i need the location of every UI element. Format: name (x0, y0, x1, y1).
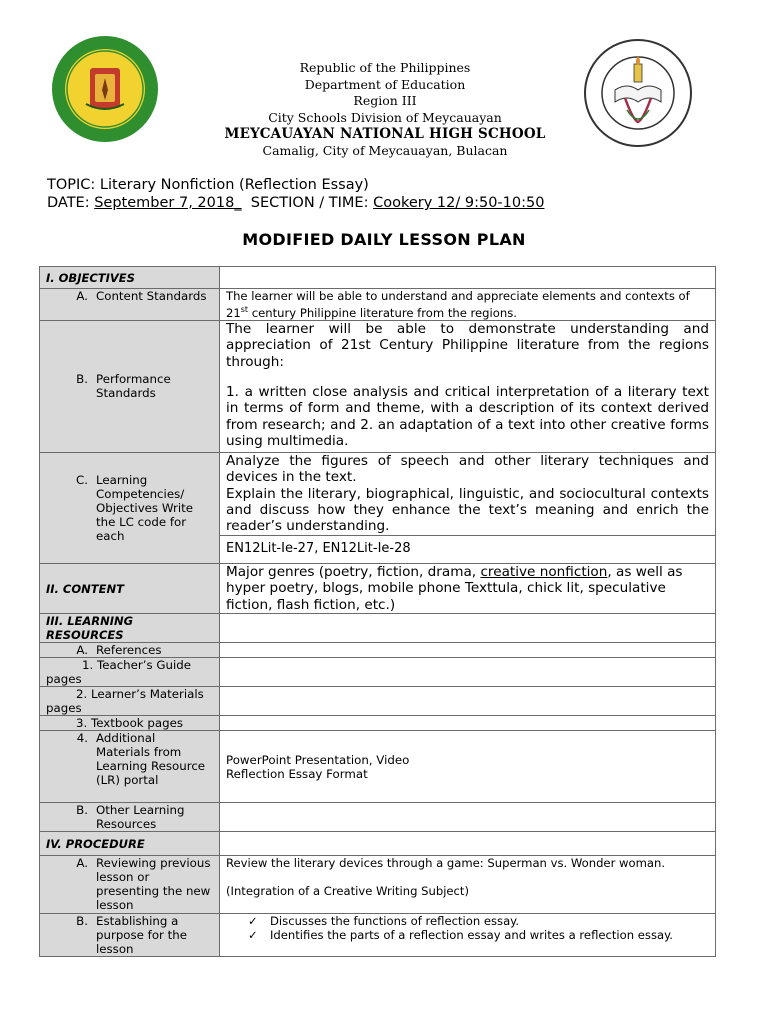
item-number: 4. (76, 731, 88, 746)
content-label-cell (40, 563, 220, 613)
textbook-label-cell (40, 716, 220, 731)
item-letter: B. (76, 372, 88, 387)
objectives-label: I. OBJECTIVES (46, 270, 135, 285)
objectives-row (40, 267, 716, 289)
performance-standards-p2: 1. a written close analysis and critical interpretation of a literary text in terms of form and theme, with a description of its context derived from research; and 2. an adaptation of a text into other creative forms using multimedia. (226, 384, 709, 450)
content-row (40, 563, 716, 613)
letterhead (200, 60, 570, 159)
topic-value: Literary Nonfiction (Reflection Essay) (99, 177, 369, 193)
deped-division-seal (50, 34, 160, 144)
content-text: Major genres (poetry, fiction, drama, creative nonfiction, as well as hyper poetry, blogs, mobile phone Texttula, chick lit, speculative fiction, flash fiction, etc.) (220, 563, 716, 613)
other-resources-row (40, 803, 716, 832)
teachers-guide-label: 1. Teacher’s Guide pages (46, 658, 192, 687)
republic-line: Republic of the Philippines (299, 60, 471, 75)
additional-materials-label-cell (40, 731, 220, 803)
section-label: SECTION / TIME: (250, 195, 369, 211)
lc-codes: EN12Lit-Ie-27, EN12Lit-Ie-28 (220, 535, 716, 563)
textbook-row (40, 716, 716, 731)
establishing-text (220, 914, 716, 957)
content-label: II. CONTENT (46, 581, 124, 596)
lesson-plan-table (39, 266, 716, 957)
performance-standards-row (40, 320, 716, 452)
references-label-cell (40, 643, 220, 658)
school-name: MEYCAUAYAN NATIONAL HIGH SCHOOL (224, 126, 546, 142)
purpose-item: ✓ Discusses the functions of reflection essay. (248, 914, 520, 929)
document-title: MODIFIED DAILY LESSON PLAN (242, 230, 526, 249)
learning-resources-value-cell (220, 614, 716, 643)
learning-resources-label-cell (40, 614, 220, 643)
performance-standards-label-cell (40, 320, 220, 452)
learning-resources-label: III. LEARNING RESOURCES (46, 614, 134, 643)
textbook-label: 3. Textbook pages (76, 716, 183, 731)
topic-label: TOPIC: (47, 177, 96, 193)
establishing-label-cell (40, 914, 220, 957)
reviewing-label: Reviewing previous lesson or presenting the new lesson (96, 856, 211, 913)
date-label: DATE: (47, 195, 90, 211)
objectives-label-cell (40, 267, 220, 289)
reviewing-description: Review the literary devices through a game: Superman vs. Wonder woman. (226, 856, 666, 871)
learning-competencies-label-cell (40, 452, 220, 563)
school-seal (583, 38, 693, 148)
procedure-value-cell (220, 832, 716, 856)
learning-competencies-p1: Analyze the figures of speech and other literary techniques and devices in the text. (226, 452, 709, 486)
other-resources-value-cell (220, 803, 716, 832)
item-letter: A. (76, 289, 88, 303)
teachers-guide-label-cell (40, 658, 220, 687)
additional-materials-label: Additional Materials from Learning Resource (LR) portal (96, 731, 206, 788)
item-letter: A. (76, 643, 88, 658)
division-line: City Schools Division of Meycauayan (268, 109, 502, 125)
textbook-value-cell (220, 716, 716, 731)
references-value-cell (220, 643, 716, 658)
item-letter: C. (76, 472, 88, 487)
establishing-row (40, 914, 716, 957)
procedure-label-cell (40, 832, 220, 856)
learning-competencies-row (40, 452, 716, 535)
check-icon: ✓ (248, 928, 258, 943)
topic-line (47, 176, 544, 194)
content-standards-label: Content Standards (96, 289, 207, 303)
additional-materials-row (40, 731, 716, 803)
teachers-guide-row (40, 658, 716, 687)
reviewing-text (220, 856, 716, 914)
reviewing-note: (Integration of a Creative Writing Subject) (226, 884, 469, 899)
department-line: Department of Education (304, 76, 466, 92)
item-letter: B. (76, 914, 88, 929)
additional-materials-line2: Reflection Essay Format (226, 766, 368, 781)
additional-materials-line1: PowerPoint Presentation, Video (226, 752, 410, 767)
school-address: Camalig, City of Meycauayan, Bulacan (262, 142, 508, 158)
check-icon: ✓ (248, 914, 258, 929)
purpose-item: ✓ Identifies the parts of a reflection essay and writes a reflection essay. (248, 928, 673, 943)
learners-materials-row (40, 687, 716, 716)
reviewing-row (40, 856, 716, 914)
content-standards-label-cell (40, 289, 220, 321)
teachers-guide-value-cell (220, 658, 716, 687)
procedure-label: IV. PROCEDURE (46, 836, 145, 851)
topic-block (47, 176, 544, 212)
learning-competencies-label: Learning Competencies/ Objectives Write the LC code for each (96, 472, 193, 543)
references-row (40, 643, 716, 658)
section-value: Cookery 12/ 9:50-10:50 (373, 195, 545, 211)
other-resources-label: Other Learning Resources (96, 803, 185, 832)
learners-materials-label-cell (40, 687, 220, 716)
objectives-value-cell (220, 267, 716, 289)
references-label: References (96, 643, 162, 658)
item-letter: B. (76, 803, 88, 818)
performance-standards-p1: The learner will be able to demonstrate understanding and appreciation of 21st Century Philippine literature from the regions through: (226, 320, 709, 370)
item-letter: A. (76, 856, 88, 871)
other-resources-label-cell (40, 803, 220, 832)
learners-materials-value-cell (220, 687, 716, 716)
procedure-row (40, 832, 716, 856)
date-value: September 7, 2018_ (94, 195, 242, 211)
performance-standards-label: Performance Standards (96, 372, 171, 401)
learning-competencies-p2: Explain the literary, biographical, linguistic, and sociocultural contexts and discuss how they enhance the text’s meaning and enrich the reader’s understanding. (226, 485, 709, 535)
additional-materials-text (220, 731, 716, 803)
region-line: Region III (353, 93, 417, 108)
learning-resources-row (40, 614, 716, 643)
learners-materials-label: 2. Learner’s Materials pages (46, 687, 204, 716)
content-standards-row (40, 289, 716, 321)
content-standards-text: The learner will be able to understand and appreciate elements and contexts of 21st century Philippine literature from the regions. (220, 289, 716, 321)
performance-standards-text (220, 320, 716, 452)
date-section-line (47, 194, 544, 212)
establishing-label: Establishing a purpose for the lesson (96, 914, 188, 957)
learning-competencies-text (220, 452, 716, 535)
reviewing-label-cell (40, 856, 220, 914)
